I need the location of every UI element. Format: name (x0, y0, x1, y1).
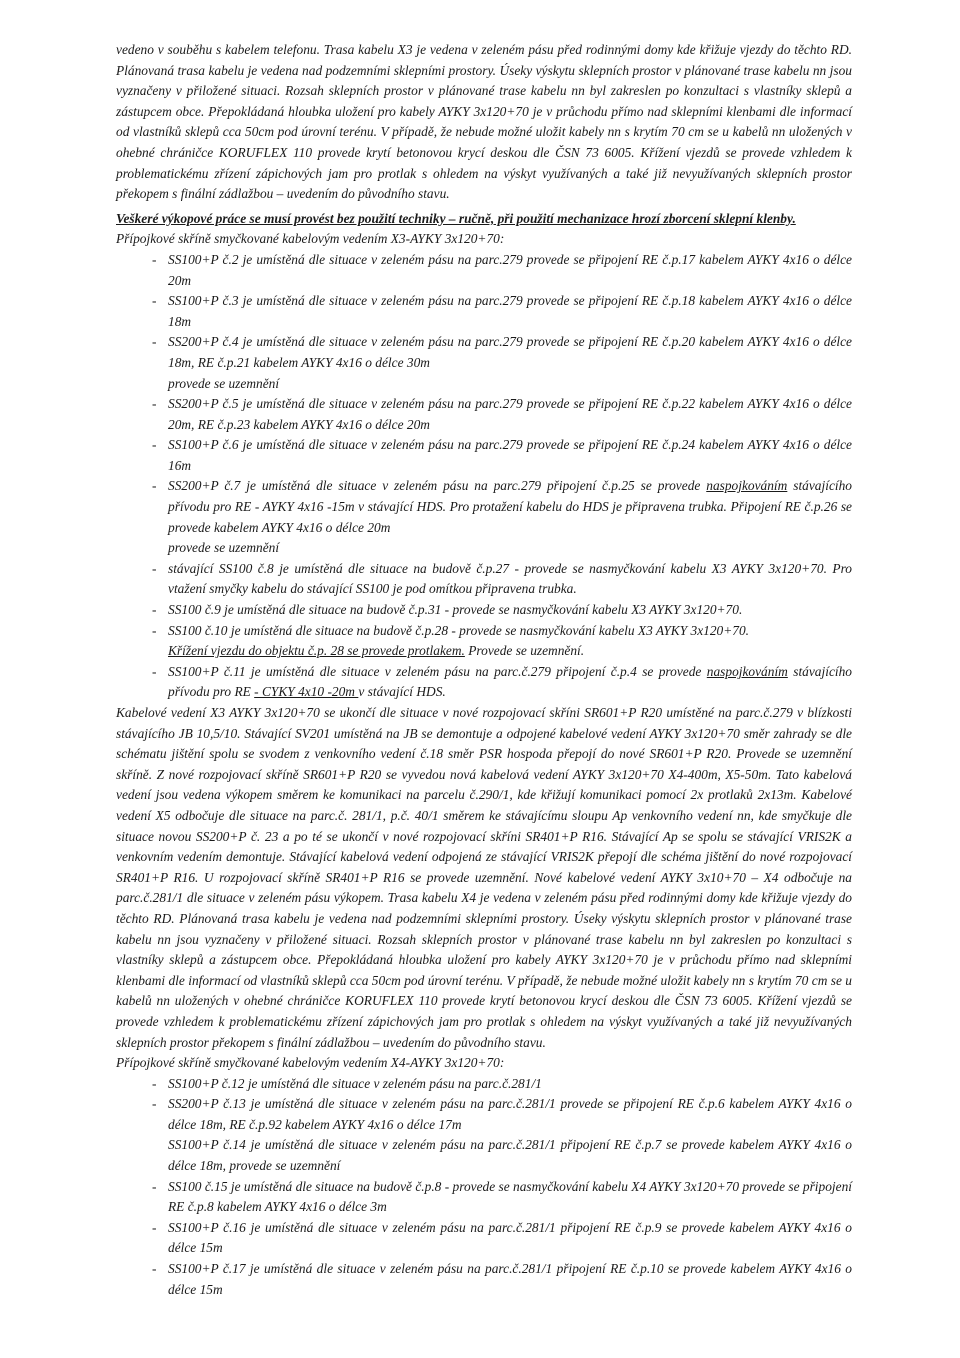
x4-heading: Přípojkové skříně smyčkované kabelovým vedením X4-AYKY 3x120+70: (116, 1055, 505, 1071)
list-item: - SS100+P č.11 je umístěná dle situace v zeleném pásu na parc.č.279 připojení č.p.4 se provede naspojkováním stávajícího přívodu pro RE - CYKY 4x10 -20m v stávající HDS. (168, 662, 852, 703)
list-item: - SS100+P č.16 je umístěná dle situace v zeleném pásu na parc.č.281/1 připojení RE č.p.9 se provede kabelem AYKY 4x16 o délce 15m (168, 1218, 852, 1259)
list-item-note: Křížení vjezdu do objektu č.p. 28 se provede protlakem. (168, 643, 465, 659)
x4-list (116, 1074, 852, 1301)
list-item: - SS200+P č.13 je umístěná dle situace v zeleném pásu na parc.č.281/1 provede se připojení RE č.p.6 kabelem AYKY 4x16 o délce 18m, RE č.p.92 kabelem AYKY 4x16 o délce 17m SS100+P č.14 je umístěná dle situace v zeleném pásu na parc.č.281/1 připojení RE č.p.7 se provede kabelem AYKY 4x16 o délce 18m, provede se uzemnění (168, 1094, 852, 1176)
warning-note: Veškeré výkopové práce se musí provést bez použití techniky – ručně, při použití mechanizace hrozí zborcení sklepní klenby. (116, 210, 796, 226)
list-item-note: provede se uzemnění (168, 375, 280, 391)
list-item: - SS200+P č.4 je umístěná dle situace v zeleném pásu na parc.279 provede se připojení RE č.p.20 kabelem AYKY 4x16 o délce 18m, RE č.p.21 kabelem AYKY 4x16 o délce 30m provede se uzemnění (168, 332, 852, 394)
list-item: - SS100 č.15 je umístěná dle situace na budově č.p.8 - provede se nasmyčkování kabelu X4 AYKY 3x120+70 provede se připojení RE č.p.8 kabelem AYKY 4x16 o délce 3m (168, 1177, 852, 1218)
list-item: - SS100+P č.3 je umístěná dle situace v zeleném pásu na parc.279 provede se připojení RE č.p.18 kabelem AYKY 4x16 o délce 18m (168, 291, 852, 332)
list-item: - SS100+P č.6 je umístěná dle situace v zeleném pásu na parc.279 provede se připojení RE č.p.24 kabelem AYKY 4x16 o délce 16m (168, 435, 852, 476)
list-item: - SS200+P č.5 je umístěná dle situace v zeleném pásu na parc.279 provede se připojení RE č.p.22 kabelem AYKY 4x16 o délce 20m, RE č.p.23 kabelem AYKY 4x16 o délce 20m (168, 394, 852, 435)
list-item: - SS100+P č.17 je umístěná dle situace v zeleném pásu na parc.č.281/1 připojení RE č.p.10 se provede kabelem AYKY 4x16 o délce 15m (168, 1259, 852, 1300)
list-item: - stávající SS100 č.8 je umístěná dle situace na budově č.p.27 - provede se nasmyčkování kabelu X3 AYKY 3x120+70. Pro vtažení smyčky kabelu do stávající SS100 je pod omítkou připravena trubka. (168, 559, 852, 600)
x3-heading: Přípojkové skříně smyčkované kabelovým vedením X3-AYKY 3x120+70: (116, 231, 505, 247)
list-item-note: provede se uzemnění (168, 540, 280, 556)
paragraph-intro: vedeno v souběhu s kabelem telefonu. Trasa kabelu X3 je vedena v zeleném pásu před rodinnými domy kde křižuje vjezdy do těchto RD. Plánovaná trasa kabelu je vedena nad podzemními sklepními prostory. Úseky výskytu sklepních prostor v plánované trase kabelu nn jsou vyznačeny v přiložené situaci. Rozsah sklepních prostor v plánované trase kabelu nn byl zakreslen po konzultaci s vlastníky sklepů a zástupcem obce. Přepokládaná hloubka uložení pro kabely AYKY 3x120+70 je v průchodu přímo nad sklepními klenbami dle informací od vlastníků sklepů cca 50cm pod úrovní terénu. V případě, že nebude možné uložit kabely nn s krytím 70 cm se u kabelů nn uložených v ohebné chráničce KORUFLEX 110 provede krytí betonovou krycí deskou dle ČSN 73 6005. Křížení vjezdů se provede vzhledem k problematickému zřízení zápichových jam pro protlak s ohledem na výskyt využívaných a také již nevyužívaných sklepních prostor překopem s finální zádlažbou – uvedením do původního stavu. (116, 42, 852, 202)
paragraph-x3-end: Kabelové vedení X3 AYKY 3x120+70 se ukončí dle situace v nové rozpojovací skříni SR601+P R20 umístěné na parc.č.279 v blízkosti stávajícího JB 10,5/10. Stávající SV201 umístěná na JB se demontuje a odpojené kabelové vedení AYKY 3x120+70 směr zahrady se dle schématu jištění spolu se svodem z venkovního vedení č.18 směr PSR hospoda přepojí do nové SR601+P R20. Provede se uzemnění skříně. Z nové rozpojovací skříně SR601+P R20 se vyvedou nová kabelová vedení AYKY 3x120+70 X4-400m, X5-50m. Tato kabelová vedení jsou vedena výkopem směrem ke komunikaci na parcelu č.290/1, kde křižují komunikaci pomocí 2x protlaků 2x13m. Kabelové vedení X5 odbočuje dle situace na parc.č. 281/1, p.č. 40/1 směrem ke stávajícímu sloupu Ap venkovního vedení nn, kde smyčkuje dle situace novou SS200+P č. 23 a po té se ukončí v nové rozpojovací skříni SR401+P R16. Stávající Ap se spolu se stávající VRIS2K a venkovním vedením demontuje. Stávající kabelová vedení odpojená ze stávající VRIS2K přepojí dle schéma jištění do nové rozpojovací SR401+P R16. U rozpojovací skříně SR401+P R16 se provede uzemnění. Nové kabelové vedení AYKY 3x10+70 – X4 odbočuje na parc.č.281/1 dle situace v zeleném pásu výkopem. Trasa kabelu X4 je vedena v zeleném pásu před rodinnými domy kde křižuje vjezdy do těchto RD. Plánovaná trasa kabelu je vedena nad podzemními sklepními prostory. Úseky výskytu sklepních prostor v plánované trase kabelu nn jsou vyznačeny v přiložené situaci. Rozsah sklepních prostor v plánované trase kabelu nn byl zakreslen po konzultaci s vlastníky sklepů a zástupcem obce. Přepokládaná hloubka uložení pro kabely AYKY 3x120+70 je v průchodu přímo nad sklepními klenbami dle informací od vlastníků sklepů cca 50cm pod úrovní terénu. V případě, že nebude možné uložit kabely nn s krytím 70 cm se u kabelů nn uložených v ohebné chráničce KORUFLEX 110 provede krytí betonovou krycí deskou dle ČSN 73 6005. Křížení vjezdů se provede vzhledem k problematickému zřízení zápichových jam pro protlak s ohledem na výskyt využívaných a také již nevyužívaných sklepních prostor překopem s finální zádlažbou – uvedením do původního stavu. (116, 705, 852, 1050)
list-item: - SS100+P č.2 je umístěná dle situace v zeleném pásu na parc.279 provede se připojení RE č.p.17 kabelem AYKY 4x16 o délce 20m (168, 250, 852, 291)
x3-list (116, 250, 852, 703)
list-item: - SS100 č.9 je umístěná dle situace na budově č.p.31 - provede se nasmyčkování kabelu X3 AYKY 3x120+70. (168, 600, 852, 621)
list-item: - SS100 č.10 je umístěná dle situace na budově č.p.28 - provede se nasmyčkování kabelu X3 AYKY 3x120+70. Křížení vjezdu do objektu č.p. 28 se provede protlakem. Provede se uzemnění. (168, 621, 852, 662)
list-item: - SS200+P č.7 je umístěná dle situace v zeleném pásu na parc.279 připojení č.p.25 se provede naspojkováním stávajícího přívodu pro RE - AYKY 4x16 -15m v stávající HDS. Pro protažení kabelu do HDS je připravena trubka. Připojení RE č.p.26 se provede kabelem AYKY 4x16 o délce 20m provede se uzemnění (168, 476, 852, 558)
list-item-note: SS100+P č.14 je umístěná dle situace v zeleném pásu na parc.č.281/1 připojení RE č.p.7 se provede kabelem AYKY 4x16 o délce 18m, provede se uzemnění (168, 1137, 852, 1174)
list-item: - SS100+P č.12 je umístěná dle situace v zeleném pásu na parc.č.281/1 (168, 1074, 852, 1095)
